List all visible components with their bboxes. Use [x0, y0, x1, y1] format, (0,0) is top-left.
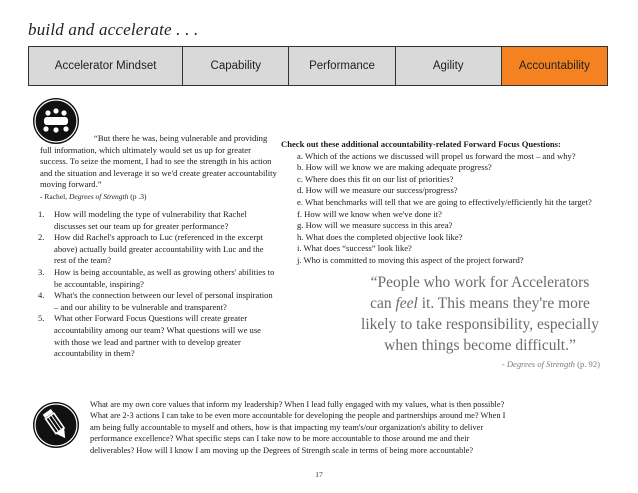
- list-item: b. How will we know we are making adequate progress?: [297, 162, 492, 173]
- intro-quote-text: “But there he was, being vulnerable and providing full information, which ultimately would set us up for greater success. To seize the moment, I had to see the strength in his action and the situation and leverage it so we'd create greater accountability moving forward.”: [40, 133, 277, 190]
- pull-quote: “People who work for Accelerators can feel it. This means they're more likely to take responsibility, especially when things become difficult.” - Degrees of Strength (p. 92): [361, 274, 600, 369]
- list-item: e. What benchmarks will tell that we are going to effectively/efficiently hit the target?: [297, 196, 592, 207]
- list-item: g. How will we measure success in this area?: [297, 220, 453, 231]
- list-item: 3. How is being accountable, as well as growing others' abilities to be accountable, inspiring?: [38, 266, 275, 289]
- section-tabs: [28, 46, 608, 86]
- list-item: d. How will we measure our success/progress?: [297, 185, 458, 196]
- tab-capability[interactable]: Capability: [183, 47, 289, 85]
- forward-focus-questions: [281, 139, 611, 267]
- list-item: 2. How did Rachel's approach to Luc (referenced in the excerpt above) actually build greater accountability with Luc and the rest of the team?: [38, 232, 264, 266]
- tab-accelerator-mindset[interactable]: Accelerator Mindset: [29, 47, 183, 85]
- list-item: i. What does “success” look like?: [297, 243, 412, 254]
- discussion-questions: [38, 209, 278, 360]
- list-item: 4. What's the connection between our level of personal inspiration – and our ability to be vulnerable and transparent?: [38, 290, 273, 312]
- tab-agility[interactable]: Agility: [396, 47, 502, 85]
- list-item: f. How will we know when we've done it?: [297, 208, 442, 219]
- list-item: c. Where does this fit on our list of priorities?: [297, 173, 454, 184]
- page-title: build and accelerate . . .: [28, 20, 199, 39]
- forward-focus-heading: Check out these additional accountability-related Forward Focus Questions:: [281, 139, 561, 149]
- list-item: j. Who is committed to moving this aspect of the project forward?: [297, 254, 524, 265]
- pull-quote-source: - Degrees of Strength (p. 92): [501, 359, 600, 369]
- page-number: 17: [315, 470, 323, 479]
- list-item: h. What does the completed objective look like?: [297, 231, 463, 242]
- tab-accountability[interactable]: Accountability: [502, 47, 607, 85]
- list-item: 1. How will modeling the type of vulnerability that Rachel discusses set our team up for greater performance?: [38, 209, 247, 231]
- tab-performance[interactable]: Performance: [289, 47, 395, 85]
- intro-quote: [40, 133, 280, 203]
- intro-quote-attribution: - Rachel, Degrees of Strength (p .3): [40, 191, 147, 201]
- list-item: a. Which of the actions we discussed will propel us forward the most – and why?: [297, 150, 576, 161]
- list-item: 5. What other Forward Focus Questions will create greater accountability among our team? What questions will we use with those we lead and partner with to develop greater accountability in them?: [38, 313, 261, 359]
- pencil-icon: [33, 402, 79, 448]
- pull-quote-emphasis: feel: [395, 295, 418, 312]
- reflection-prompt: What are my own core values that inform my leadership? When I lead fully engaged with my values, what is then possible? What are 2-3 actions I can take to be even more accountable for developing the people and partnerships around me? When I am being fully accountable to myself and others, how is that impacting my team's/our organization's ability to deliver performance excellence? What specific steps can I take now to be more accountable to those around me and their deliverables? How will I know I am moving up the Degrees of Strength scale in terms of being more accountable?: [90, 400, 506, 455]
